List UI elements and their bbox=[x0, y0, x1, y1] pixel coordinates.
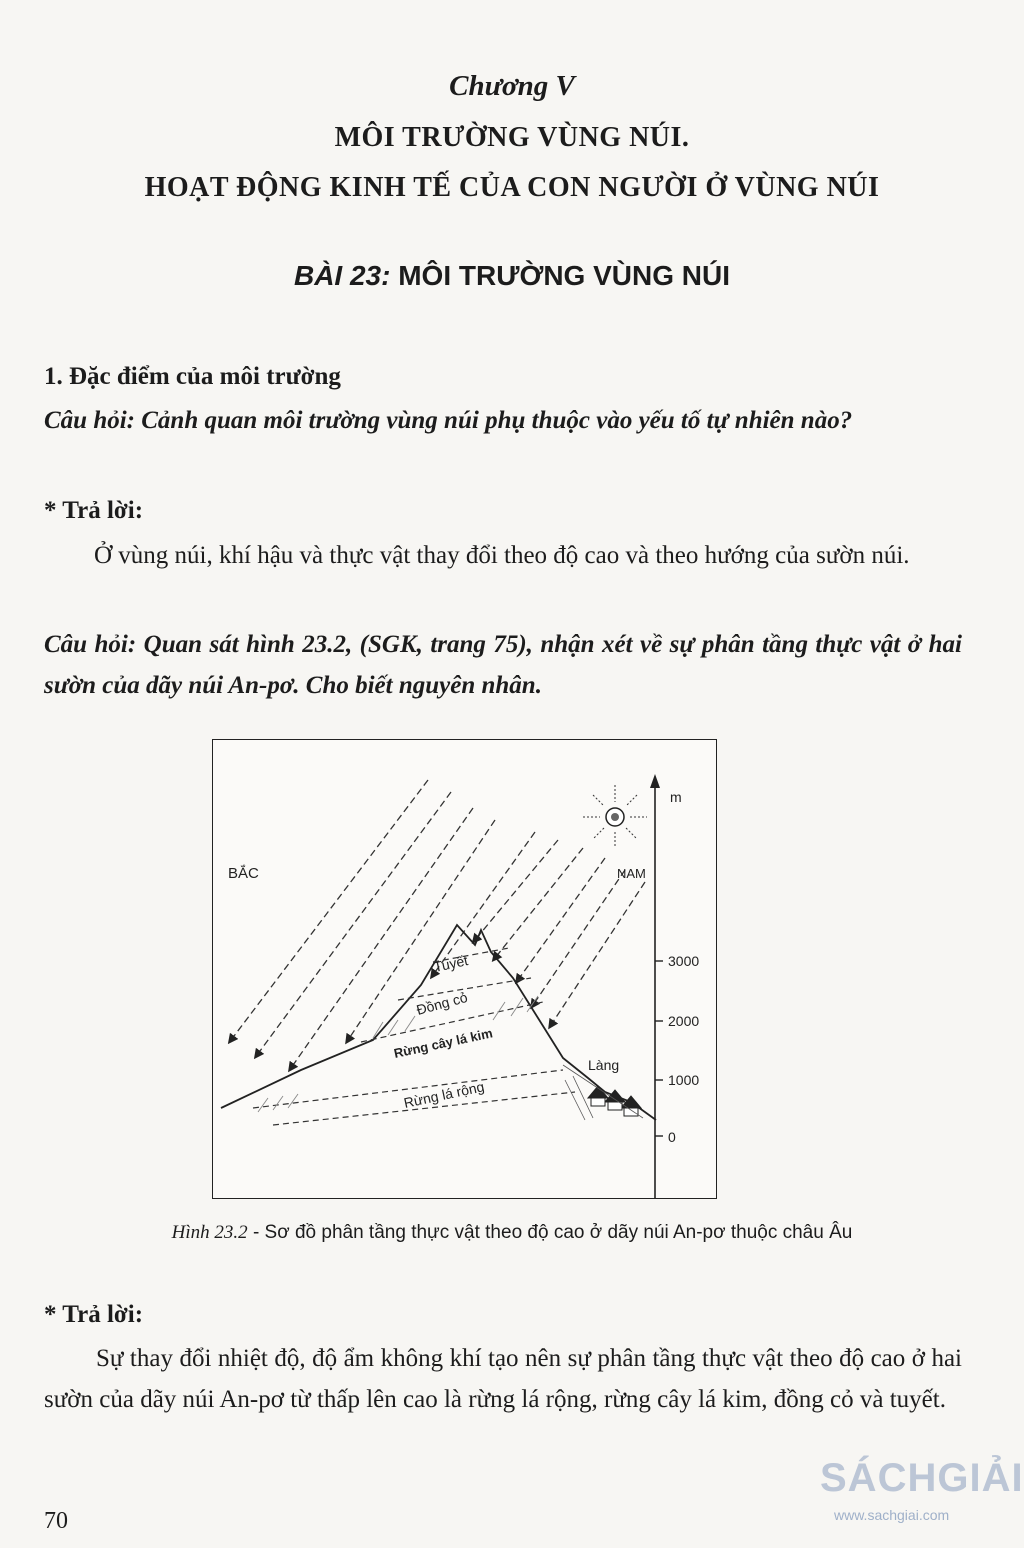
slope-texture bbox=[565, 1080, 585, 1120]
answer-2: Sự thay đổi nhiệt độ, độ ẩm không khí tạo nên sự phân tầng thực vật theo độ cao ở hai sườn của dãy núi An-pơ từ thấp lên cao là rừng lá rộng, rừng cây lá kim, đồng cỏ và tuyết. bbox=[44, 1345, 962, 1413]
question-2: Câu hỏi: Quan sát hình 23.2, (SGK, trang 75), nhận xét về sự phân tầng thực vật ở hai sườn của dãy núi An-pơ. Cho biết nguyên nhân. bbox=[44, 631, 962, 699]
question-1: Câu hỏi: Cảnh quan môi trường vùng núi phụ thuộc vào yếu tố tự nhiên nào? bbox=[44, 407, 853, 434]
chapter-title-line1: MÔI TRƯỜNG VÙNG NÚI. bbox=[334, 122, 690, 153]
sun-ray bbox=[551, 882, 645, 1025]
diagram-svg bbox=[213, 740, 716, 1198]
zone-broadleaf-label: Rừng lá rộng bbox=[402, 1078, 486, 1111]
lesson-title bbox=[0, 260, 1024, 292]
chapter-label: Chương V bbox=[449, 70, 575, 102]
sun-ray bbox=[533, 870, 625, 1005]
lesson-number: BÀI 23: bbox=[293, 260, 391, 291]
answer-1: Ở vùng núi, khí hậu và thực vật thay đổi theo độ cao và theo hướng của sườn núi. bbox=[94, 542, 910, 569]
alps-vegetation-diagram bbox=[212, 739, 717, 1199]
sun-rays bbox=[231, 780, 645, 1068]
hatch-mark bbox=[273, 1096, 283, 1110]
axis-tick-label: 2000 bbox=[668, 1013, 700, 1029]
answer-label-1: * Trả lời: bbox=[44, 497, 144, 524]
axis-tick-label: 3000 bbox=[668, 953, 700, 969]
watermark-url: www.sachgiai.com bbox=[834, 1507, 950, 1523]
axis-unit-label: m bbox=[670, 789, 682, 805]
hatch-mark bbox=[258, 1098, 268, 1112]
hatch-mark bbox=[288, 1094, 298, 1108]
sun-ray bbox=[475, 840, 558, 940]
section-heading: 1. Đặc điểm của môi trường bbox=[44, 363, 341, 390]
answer-label-2: * Trả lời: bbox=[44, 1301, 144, 1328]
hatch-mark bbox=[405, 1016, 415, 1031]
north-label: BẮC bbox=[228, 865, 259, 882]
figure-caption bbox=[0, 1222, 1024, 1244]
village-label: Làng bbox=[588, 1057, 620, 1073]
figure-caption-text: - Sơ đồ phân tầng thực vật theo độ cao ở dãy núi An-pơ thuộc châu Âu bbox=[252, 1222, 853, 1243]
lesson-name: MÔI TRƯỜNG VÙNG NÚI bbox=[398, 260, 731, 291]
figure-number: Hình 23.2 bbox=[171, 1222, 248, 1243]
axis-tick-label: 0 bbox=[668, 1129, 676, 1145]
sun-icon bbox=[583, 785, 647, 848]
zone-conifer-label: Rừng cây lá kim bbox=[392, 1025, 494, 1061]
south-label: NAM bbox=[617, 866, 646, 881]
zone-grass-label: Đồng cỏ bbox=[414, 988, 470, 1018]
sun-ray bbox=[433, 832, 535, 975]
axis-arrow bbox=[650, 774, 660, 788]
axis-tick-label: 1000 bbox=[668, 1072, 700, 1088]
watermark bbox=[820, 1456, 1024, 1523]
chapter-title-line2: HOẠT ĐỘNG KINH TẾ CỦA CON NGƯỜI Ở VÙNG NÚI bbox=[144, 172, 880, 203]
sun-ray bbox=[495, 848, 583, 958]
zone-snow-label: Tuyết bbox=[432, 952, 470, 975]
watermark-brand: SÁCHGIẢI bbox=[820, 1456, 1024, 1500]
sun-ray bbox=[231, 780, 428, 1040]
page-number: 70 bbox=[44, 1508, 68, 1534]
